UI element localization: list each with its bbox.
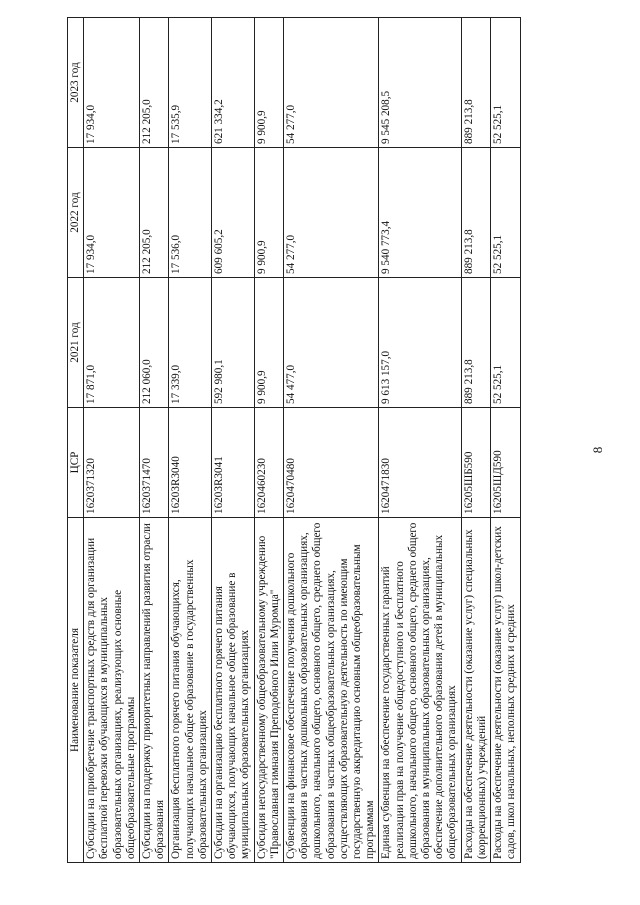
table-row [284, 18, 379, 863]
row-code: 1620371470 [140, 408, 169, 518]
row-2021: 52 525,1 [491, 278, 520, 408]
header-name: Наименование показателя [68, 518, 84, 863]
row-2023: 52 525,1 [491, 18, 520, 148]
row-2023: 17 934,0 [84, 18, 140, 148]
row-2022: 9 540 773,4 [379, 148, 461, 278]
row-name: Субсидия негосударственному общеобразовательному учреждению "Православная гимназия Преподобного Илии Муромца" [254, 518, 283, 863]
table-row [140, 18, 169, 863]
table-header-row [68, 18, 84, 863]
row-name: Расходы на обеспечение деятельности (оказание услуг) школ-детских садов, школ начальных, неполных средних и средних [491, 518, 520, 863]
table-row [212, 18, 255, 863]
row-name: Единая субвенция на обеспечение государственных гарантий реализации прав на получение общедоступного и бесплатного дошкольного, начального общего, основного общего, среднего общего образования в муниципальных образовательных организациях, обеспечение дополнительного образования детей в муниципальных общеобразовательных организациях [379, 518, 461, 863]
row-2023: 9 545 208,5 [379, 18, 461, 148]
row-2021: 9 613 157,0 [379, 278, 461, 408]
row-2023: 889 213,8 [461, 18, 490, 148]
table-row [254, 18, 283, 863]
row-2021: 9 900,9 [254, 278, 283, 408]
row-code: 16203R3041 [212, 408, 255, 518]
row-2022: 52 525,1 [491, 148, 520, 278]
table-row [169, 18, 212, 863]
row-code: 16205ШБ590 [461, 408, 490, 518]
header-2021: 2021 год [68, 278, 84, 408]
row-code: 1620471830 [379, 408, 461, 518]
table-row [461, 18, 490, 863]
row-code: 16203R3040 [169, 408, 212, 518]
row-2021: 17 339,0 [169, 278, 212, 408]
row-2023: 17 535,9 [169, 18, 212, 148]
row-2022: 54 277,0 [284, 148, 379, 278]
budget-table-container [67, 18, 521, 863]
row-2021: 592 980,1 [212, 278, 255, 408]
table-row [379, 18, 461, 863]
row-2021: 54 477,0 [284, 278, 379, 408]
row-2022: 212 205,0 [140, 148, 169, 278]
row-2022: 609 605,2 [212, 148, 255, 278]
table-row [84, 18, 140, 863]
row-2023: 621 334,2 [212, 18, 255, 148]
row-code: 1620460230 [254, 408, 283, 518]
row-2022: 17 536,0 [169, 148, 212, 278]
row-name: Субсидии на приобретение транспортных средств для организации бесплатной перевозки обучающихся в муниципальных образовательных организациях, реализующих основные общеобразовательные программы [84, 518, 140, 863]
row-name: Расходы на обеспечение деятельности (оказание услуг) специальных (коррекционных) учреждений [461, 518, 490, 863]
row-2022: 889 213,8 [461, 148, 490, 278]
table-row [491, 18, 520, 863]
row-2023: 212 205,0 [140, 18, 169, 148]
row-code: 1620470480 [284, 408, 379, 518]
row-2022: 9 900,9 [254, 148, 283, 278]
row-2021: 17 871,0 [84, 278, 140, 408]
row-2022: 17 934,0 [84, 148, 140, 278]
row-name: Субсидии на поддержку приоритетных направлений развития отрасли образования [140, 518, 169, 863]
header-2022: 2022 год [68, 148, 84, 278]
header-code: ЦСР [68, 408, 84, 518]
row-2023: 54 277,0 [284, 18, 379, 148]
row-name: Субвенции на финансовое обеспечение получения дошкольного образования в частных дошкольных образовательных организациях, дошкольного, начального общего, основного общего, среднего общего образования в частных общеобразовательных организациях, осуществляющих образовательную деятельность по имеющим государственную аккредитацию основным общеобразовательным программам [284, 518, 379, 863]
budget-table [67, 17, 521, 863]
row-name: Субсидии на организацию бесплатного горячего питания обучающихся, получающих начальное общее образование в муниципальных образовательных организациях [212, 518, 255, 863]
row-2023: 9 900,9 [254, 18, 283, 148]
header-2023: 2023 год [68, 18, 84, 148]
row-2021: 889 213,8 [461, 278, 490, 408]
row-code: 16205ШД590 [491, 408, 520, 518]
row-code: 1620371320 [84, 408, 140, 518]
row-name: Организация бесплатного горячего питания обучающихся, получающих начальное общее образование в государственных образовательных организациях [169, 518, 212, 863]
page-number: 8 [590, 446, 605, 454]
row-2021: 212 060,0 [140, 278, 169, 408]
